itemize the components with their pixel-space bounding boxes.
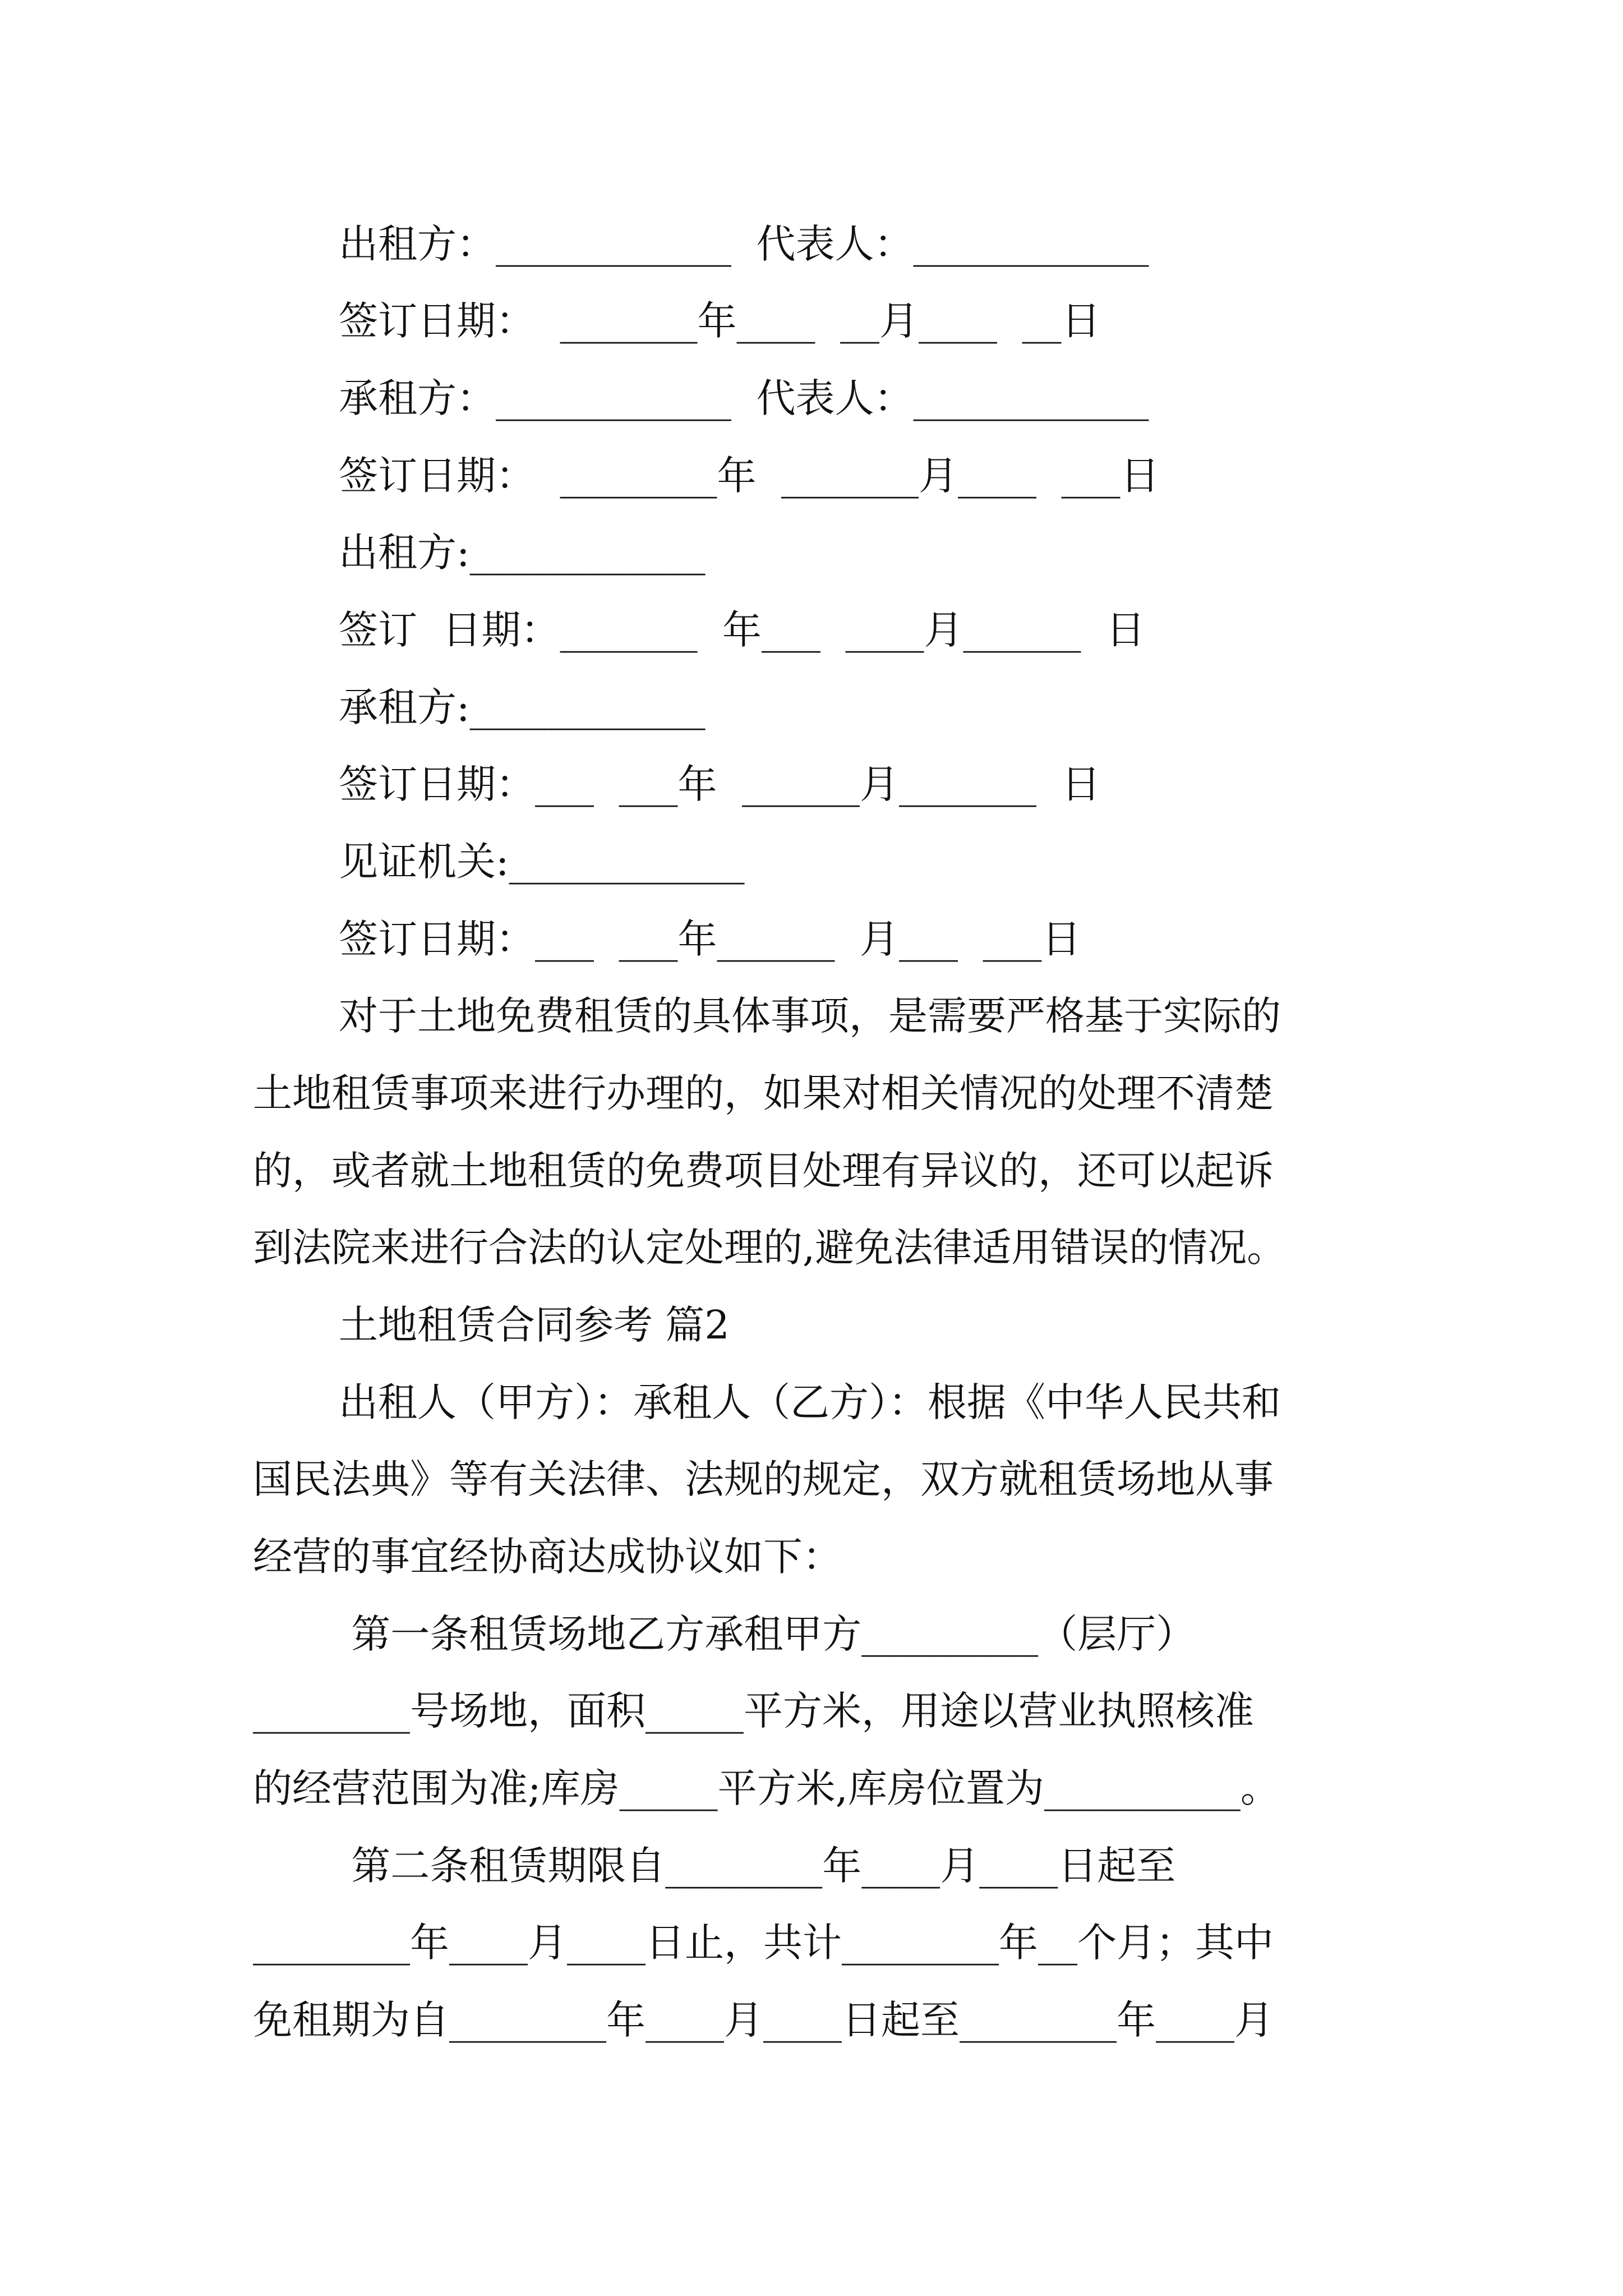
body-paragraph-line: 到法院来进行合法的认定处理的,避免法律适用错误的情况。 bbox=[253, 1225, 1287, 1271]
body-paragraph-line: 对于土地免费租赁的具体事项，是需要严格基于实际的 bbox=[339, 993, 1281, 1039]
signing-date-line: 签订日期：___ ___年 ______月_______ 日 bbox=[339, 761, 1101, 807]
body-paragraph-line: 国民法典》等有关法律、法规的规定，双方就租赁场地从事 bbox=[253, 1456, 1274, 1502]
body-paragraph-line: 经营的事宜经协商达成协议如下： bbox=[253, 1534, 842, 1580]
signing-date-line: 签订日期： _______年____ __月____ __日 bbox=[339, 298, 1101, 344]
signing-date-line: 签订日期：___ ___年______ 月___ ___日 bbox=[339, 916, 1081, 962]
clause-line: 的经营范围为准;库房_____平方米,库房位置为__________。 bbox=[253, 1765, 1280, 1811]
clause-line: 第二条租赁期限自________年____月____日起至 bbox=[339, 1843, 1176, 1889]
section-heading: 土地租赁合同参考 篇2 bbox=[339, 1302, 730, 1348]
clause-line: ________年____月____日止，共计________年__个月；其中 bbox=[253, 1920, 1274, 1966]
body-paragraph-line: 土地租赁事项来进行办理的，如果对相关情况的处理不清楚 bbox=[253, 1070, 1274, 1116]
clause-line: ________号场地，面积_____平方米，用途以营业执照核准 bbox=[253, 1688, 1254, 1734]
body-paragraph-line: 的，或者就土地租赁的免费项目处理有异议的，还可以起诉 bbox=[253, 1148, 1274, 1194]
signature-line-lessee: 承租方：____________ 代表人：____________ bbox=[339, 375, 1149, 421]
signature-line-lessor: 出租方：____________ 代表人：____________ bbox=[339, 221, 1149, 267]
signing-date-line: 签订日期： ________年 _______月____ ___日 bbox=[339, 453, 1160, 499]
signature-line-witness: 见证机关:____________ bbox=[339, 839, 745, 885]
signature-line-lessee: 承租方:____________ bbox=[339, 684, 706, 730]
clause-line: 第一条租赁场地乙方承租甲方_________（层厅） bbox=[339, 1611, 1196, 1657]
body-paragraph-line: 出租人（甲方）：承租人（乙方）：根据《中华人民共和 bbox=[339, 1379, 1281, 1425]
clause-line: 免租期为自________年____月____日起至________年____月 bbox=[253, 1997, 1274, 2043]
signing-date-line: 签订 日期：_______ 年___ ____月______ 日 bbox=[339, 607, 1146, 653]
signature-line-lessor: 出租方:____________ bbox=[339, 530, 706, 576]
